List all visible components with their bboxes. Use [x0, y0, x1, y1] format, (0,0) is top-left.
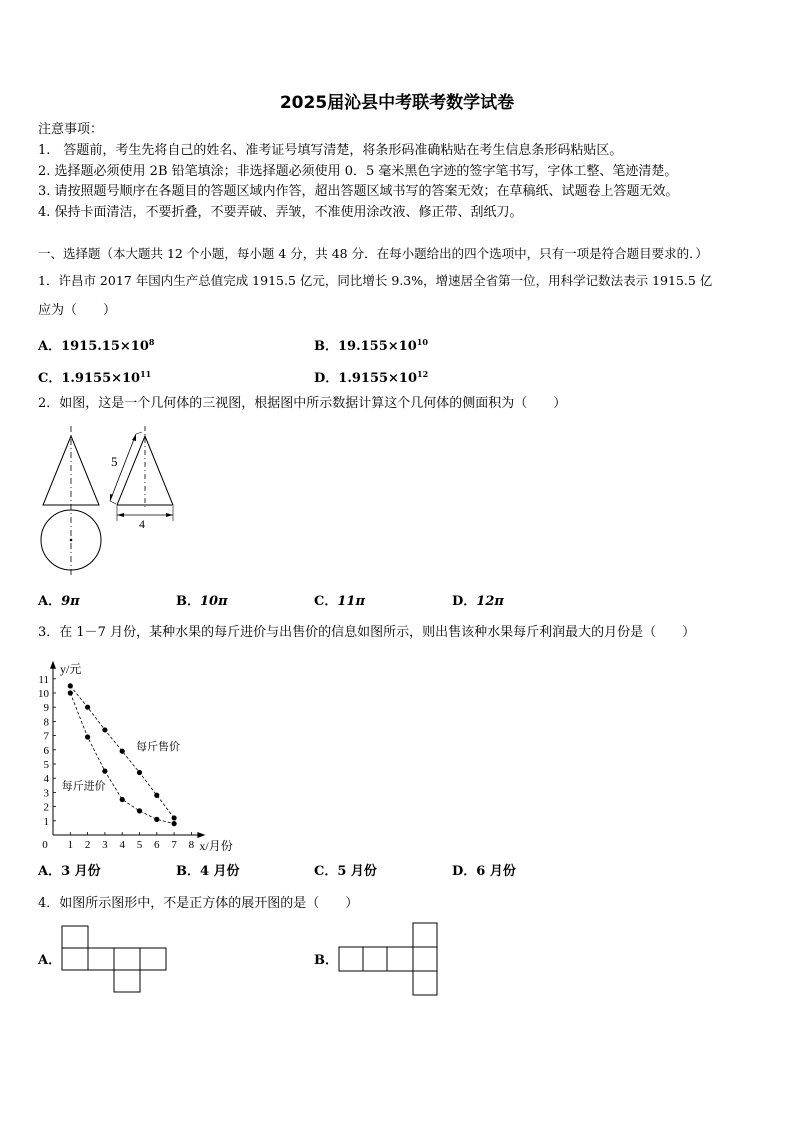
y-tick-label: 7 — [43, 730, 49, 743]
series-point-0 — [120, 749, 125, 754]
x-axis-label: x/月份 — [199, 839, 233, 853]
q2-option-a: A．9π — [38, 594, 80, 609]
q3-option-c: C．5 月份 — [314, 864, 377, 879]
y-tick-label: 11 — [38, 673, 49, 686]
x-tick-label: 2 — [84, 839, 91, 851]
x-tick-label: 6 — [154, 839, 160, 851]
section-heading: 一、选择题（本大题共 12 个小题，每小题 4 分，共 48 分．在每小题给出的四个选项中，只有一项是符合题目要求的．） — [38, 246, 708, 261]
q2-option-c: C．11π — [314, 594, 365, 609]
q1-option-b: B．$19.155\times 10^{10}$ — [314, 337, 428, 354]
notice-heading: 注意事项： — [38, 122, 104, 137]
x-tick-label: 4 — [119, 839, 125, 851]
y-tick-label: 6 — [43, 744, 49, 757]
price-chart — [30, 648, 260, 854]
series-point-0 — [85, 705, 90, 710]
q4-option-a-label: A． — [38, 953, 62, 968]
series-point-0 — [102, 727, 107, 732]
q4-option-b-label: B． — [314, 953, 338, 968]
series-point-1 — [68, 690, 73, 695]
x-tick-label: 8 — [188, 839, 195, 851]
series-point-0 — [68, 683, 73, 688]
base-length-label: 4 — [139, 517, 145, 531]
notice-item-2: 2. 选择题必须使用 2B 铅笔填涂；非选择题必须使用 0．5 毫米黑色字迹的签字笔书写，字体工整、笔迹清楚。 — [38, 164, 678, 179]
x-tick-label: 1 — [67, 839, 74, 851]
top-view-center — [70, 539, 73, 542]
q3-option-d: D．6 月份 — [452, 864, 516, 879]
series-point-1 — [137, 808, 142, 813]
q1-option-c: C．$1.9155\times 10^{11}$ — [38, 369, 152, 386]
q4-stem: 4．如图所示图形中，不是正方体的展开图的是（ ） — [38, 896, 359, 911]
three-view-figure — [36, 424, 186, 582]
series-point-0 — [172, 815, 177, 820]
q3-option-b: B．4 月份 — [176, 864, 240, 879]
series-label-0: 每斤售价 — [136, 740, 181, 753]
y-tick-label: 10 — [38, 688, 49, 700]
q3-option-a: A．3 月份 — [38, 864, 101, 879]
x-tick-label: 7 — [171, 839, 177, 851]
y-tick-label: 4 — [43, 773, 49, 786]
series-point-1 — [154, 817, 159, 822]
y-tick-label: 9 — [43, 702, 49, 715]
series-point-0 — [154, 793, 159, 798]
q1-option-d: D．$1.9155\times 10^{12}$ — [314, 369, 429, 386]
y-axis-label: y/元 — [60, 661, 82, 676]
series-point-1 — [172, 821, 177, 826]
q1-stem-line1: 1．许昌市 2017 年国内生产总值完成 1915.5 亿元，同比增长 9.3%，增速居全省第一位，用科学记数法表示 1915.5 亿 — [38, 273, 713, 288]
x-tick-label: 0 — [42, 839, 48, 851]
q3-stem: 3．在 1－7 月份，某种水果的每斤进价与出售价的信息如图所示，则出售该种水果每斤利润最大的月份是（ ） — [38, 625, 696, 640]
notice-item-3: 3. 请按照题号顺序在各题目的答题区域内作答，超出答题区域书写的答案无效；在草稿纸、试题卷上答题无效。 — [38, 184, 679, 199]
q2-option-d: D．12π — [452, 594, 504, 609]
y-tick-label: 5 — [43, 759, 49, 771]
series-point-0 — [137, 770, 142, 775]
slant-length-label: 5 — [111, 454, 118, 469]
series-label-1: 每斤进价 — [61, 780, 106, 793]
q1-stem-line2: 应为（ ） — [38, 303, 117, 318]
q2-option-b: B．10π — [176, 594, 228, 609]
cube-net-a — [61, 925, 167, 995]
y-tick-label: 2 — [43, 801, 49, 814]
cube-net-b — [337, 921, 439, 997]
q2-stem: 2．如图，这是一个几何体的三视图，根据图中所示数据计算这个几何体的侧面积为（ ） — [38, 396, 567, 411]
series-point-1 — [102, 769, 107, 774]
y-tick-label: 1 — [43, 815, 49, 828]
y-tick-label: 3 — [43, 787, 49, 800]
y-tick-label: 8 — [43, 716, 49, 729]
notice-item-4: 4. 保持卡面清洁，不要折叠，不要弄破、弄皱，不准使用涂改液、修正带、刮纸刀。 — [38, 205, 523, 220]
q1-option-a: A．$1915.15\times 10^8$ — [38, 337, 155, 354]
series-point-1 — [85, 734, 90, 739]
series-line-1 — [70, 693, 174, 824]
x-axis-arrow — [197, 832, 205, 838]
y-axis-arrow — [50, 661, 56, 669]
series-point-1 — [120, 797, 125, 802]
x-tick-label: 3 — [102, 839, 108, 851]
x-tick-label: 5 — [136, 839, 143, 851]
page-title: 2025届沁县中考联考数学试卷 — [279, 93, 515, 113]
notice-item-1: 1. 答题前，考生先将自己的姓名、准考证号填写清楚，将条形码准确粘贴在考生信息条形码粘贴区。 — [38, 143, 623, 158]
